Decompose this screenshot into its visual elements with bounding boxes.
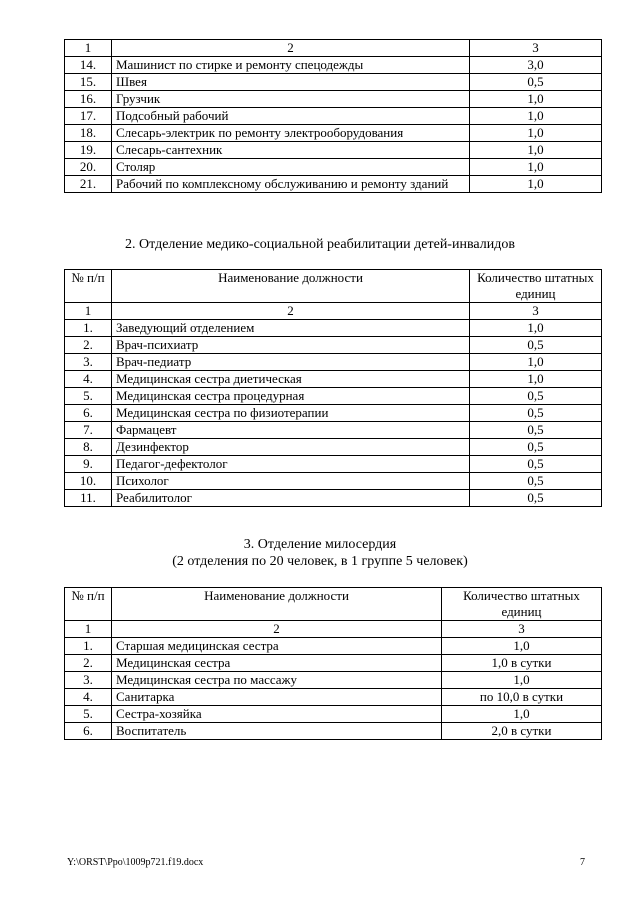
colnum-2: 2: [112, 40, 470, 57]
position-name: Медицинская сестра по физиотерапии: [112, 405, 470, 422]
position-name: Медицинская сестра: [112, 655, 442, 672]
staff-count: 1,0: [470, 371, 602, 388]
position-name: Дезинфектор: [112, 439, 470, 456]
position-name: Фармацевт: [112, 422, 470, 439]
staff-count: 1,0: [470, 108, 602, 125]
position-name: Подсобный рабочий: [112, 108, 470, 125]
position-name: Санитарка: [112, 689, 442, 706]
position-name: Швея: [112, 74, 470, 91]
staff-count: 1,0: [470, 354, 602, 371]
row-number: 6.: [65, 405, 112, 422]
table-body: [65, 588, 602, 740]
table-row: [65, 490, 602, 507]
table-section1-continued: [64, 39, 602, 193]
row-number: 17.: [65, 108, 112, 125]
table-row: [65, 405, 602, 422]
position-name: Грузчик: [112, 91, 470, 108]
table-row: [65, 473, 602, 490]
position-name: Врач-психиатр: [112, 337, 470, 354]
row-number: 16.: [65, 91, 112, 108]
row-number: 4.: [65, 371, 112, 388]
row-number: 2.: [65, 337, 112, 354]
row-number: 7.: [65, 422, 112, 439]
table-row: [65, 91, 602, 108]
staff-count: 1,0: [442, 638, 602, 655]
table-row: [65, 388, 602, 405]
staff-count: 0,5: [470, 405, 602, 422]
table-row: [65, 320, 602, 337]
row-number: 2.: [65, 655, 112, 672]
colnum-3: 3: [470, 40, 602, 57]
row-number: 15.: [65, 74, 112, 91]
footer-page-number: 7: [580, 857, 585, 868]
position-name: Старшая медицинская сестра: [112, 638, 442, 655]
staff-count: 1,0: [470, 176, 602, 193]
table-row: [65, 337, 602, 354]
section2-title: 2. Отделение медико-социальной реабилитации детей-инвалидов: [125, 237, 515, 252]
table-row: [65, 108, 602, 125]
colnum-3: 3: [470, 303, 602, 320]
position-name: Сестра-хозяйка: [112, 706, 442, 723]
row-number: 3.: [65, 354, 112, 371]
header-num: № п/п: [65, 588, 112, 621]
position-name: Психолог: [112, 473, 470, 490]
row-number: 5.: [65, 388, 112, 405]
table-body: [65, 270, 602, 507]
table-row: [65, 125, 602, 142]
table-row: [65, 176, 602, 193]
table-row: [65, 723, 602, 740]
column-numbers-row: [65, 621, 602, 638]
header-name: Наименование должности: [112, 588, 442, 621]
table-row: [65, 638, 602, 655]
staff-count: 2,0 в сутки: [442, 723, 602, 740]
staff-count: 0,5: [470, 439, 602, 456]
position-name: Медицинская сестра диетическая: [112, 371, 470, 388]
table-section2: [64, 269, 602, 507]
colnum-1: 1: [65, 40, 112, 57]
section3-subtitle: (2 отделения по 20 человек, в 1 группе 5 человек): [172, 554, 468, 569]
staff-count: 1,0: [442, 706, 602, 723]
position-name: Слесарь-электрик по ремонту электрооборудования: [112, 125, 470, 142]
row-number: 5.: [65, 706, 112, 723]
table-row: [65, 142, 602, 159]
header-row: [65, 588, 602, 621]
staff-count: 1,0: [442, 672, 602, 689]
staff-count: 3,0: [470, 57, 602, 74]
staff-count: по 10,0 в сутки: [442, 689, 602, 706]
row-number: 14.: [65, 57, 112, 74]
row-number: 3.: [65, 672, 112, 689]
staff-count: 1,0: [470, 142, 602, 159]
row-number: 21.: [65, 176, 112, 193]
table-row: [65, 74, 602, 91]
staff-count: 1,0 в сутки: [442, 655, 602, 672]
staff-count: 1,0: [470, 91, 602, 108]
position-name: Рабочий по комплексному обслуживанию и ремонту зданий: [112, 176, 470, 193]
row-number: 20.: [65, 159, 112, 176]
table-row: [65, 57, 602, 74]
row-number: 19.: [65, 142, 112, 159]
header-qty: Количество штатных единиц: [470, 270, 602, 303]
position-name: Медицинская сестра по массажу: [112, 672, 442, 689]
row-number: 1.: [65, 320, 112, 337]
header-name: Наименование должности: [112, 270, 470, 303]
position-name: Врач-педиатр: [112, 354, 470, 371]
staff-count: 0,5: [470, 456, 602, 473]
staff-count: 0,5: [470, 422, 602, 439]
table-row: [65, 655, 602, 672]
table-row: [65, 422, 602, 439]
row-number: 10.: [65, 473, 112, 490]
colnum-1: 1: [65, 303, 112, 320]
table-row: [65, 706, 602, 723]
table-section3: [64, 587, 602, 740]
position-name: Реабилитолог: [112, 490, 470, 507]
colnum-2: 2: [112, 621, 442, 638]
position-name: Слесарь-сантехник: [112, 142, 470, 159]
row-number: 11.: [65, 490, 112, 507]
row-number: 6.: [65, 723, 112, 740]
table-row: [65, 371, 602, 388]
footer-file-path: Y:\ORST\Ppo\1009p721.f19.docx: [67, 857, 204, 868]
row-number: 18.: [65, 125, 112, 142]
row-number: 8.: [65, 439, 112, 456]
position-name: Столяр: [112, 159, 470, 176]
column-numbers-row: [65, 303, 602, 320]
header-num: № п/п: [65, 270, 112, 303]
section3-title: 3. Отделение милосердия: [243, 537, 397, 552]
staff-count: 0,5: [470, 473, 602, 490]
row-number: 4.: [65, 689, 112, 706]
staff-count: 0,5: [470, 337, 602, 354]
staff-count: 0,5: [470, 74, 602, 91]
row-number: 1.: [65, 638, 112, 655]
row-number: 9.: [65, 456, 112, 473]
table-row: [65, 689, 602, 706]
position-name: Заведующий отделением: [112, 320, 470, 337]
header-qty: Количество штатных единиц: [442, 588, 602, 621]
table-row: [65, 439, 602, 456]
colnum-1: 1: [65, 621, 112, 638]
staff-count: 1,0: [470, 320, 602, 337]
colnum-3: 3: [442, 621, 602, 638]
position-name: Педагог-дефектолог: [112, 456, 470, 473]
staff-count: 0,5: [470, 388, 602, 405]
header-row: [65, 270, 602, 303]
staff-count: 1,0: [470, 125, 602, 142]
table-body: [65, 40, 602, 193]
table-row: [65, 159, 602, 176]
position-name: Машинист по стирке и ремонту спецодежды: [112, 57, 470, 74]
staff-count: 1,0: [470, 159, 602, 176]
staff-count: 0,5: [470, 490, 602, 507]
table-row: [65, 456, 602, 473]
position-name: Воспитатель: [112, 723, 442, 740]
table-row: [65, 672, 602, 689]
position-name: Медицинская сестра процедурная: [112, 388, 470, 405]
column-numbers-row: [65, 40, 602, 57]
colnum-2: 2: [112, 303, 470, 320]
table-row: [65, 354, 602, 371]
